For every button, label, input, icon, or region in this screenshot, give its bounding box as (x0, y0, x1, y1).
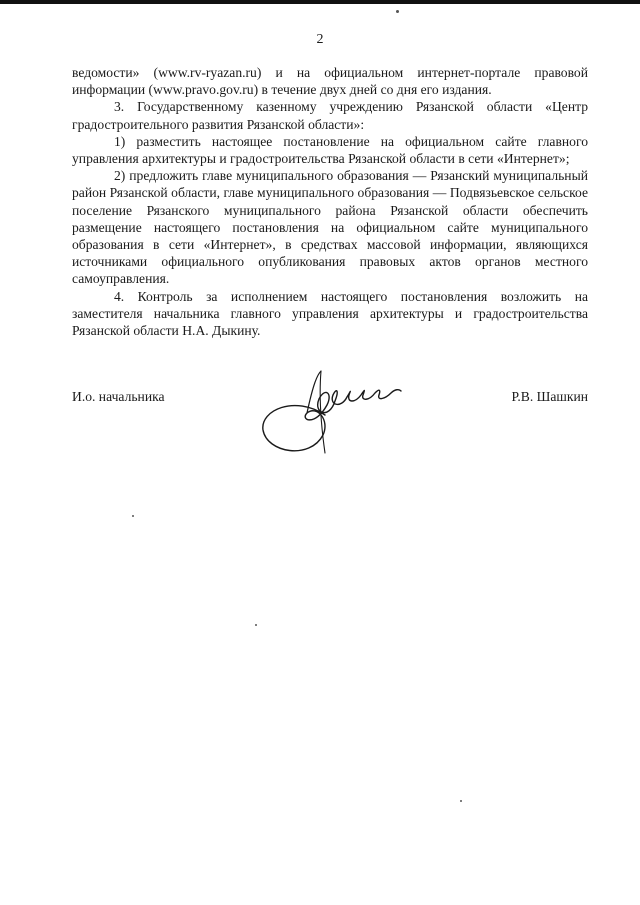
page-number: 2 (316, 32, 324, 47)
scan-speck (460, 800, 462, 802)
paragraph-item-3: 3. Государственному казенному учреждению Рязанской области «Центр градостроительного развития Рязанской области»: (72, 99, 588, 132)
signer-position: И.о. начальника (72, 389, 165, 404)
scan-top-edge (0, 0, 640, 4)
signer-name: Р.В. Шашкин (511, 389, 588, 404)
scan-speck (255, 624, 257, 626)
scan-speck (396, 10, 399, 13)
paragraph-subitem-2: 2) предложить главе муниципального образования — Рязанский муниципальный район Рязанской области, главе муниципального образования — Подвязьевское сельское поселение Рязанского муниципального района Рязанской области обеспечить размещение настоящего постановления на официальном сайте муниципального образования в сети «Интернет», в средствах массовой информации, являющихся источниками официального опубликования правовых актов органов местного самоуправления. (72, 168, 588, 287)
paragraph-continuation: ведомости» (www.rv-ryazan.ru) и на официальном интернет-портале правовой информации (www.pravo.gov.ru) в течение двух дней со дня его издания. (72, 65, 588, 98)
paragraph-item-4: 4. Контроль за исполнением настоящего постановления возложить на заместителя начальника главного управления архитектуры и градостроительства Рязанской области Н.А. Дыкину. (72, 288, 588, 339)
paragraph-subitem-1: 1) разместить настоящее постановление на официальном сайте главного управления архитектуры и градостроительства Рязанской области в сети «Интернет»; (72, 133, 588, 167)
handwritten-signature (255, 365, 405, 460)
scan-speck (132, 515, 134, 517)
document-body (72, 64, 588, 339)
